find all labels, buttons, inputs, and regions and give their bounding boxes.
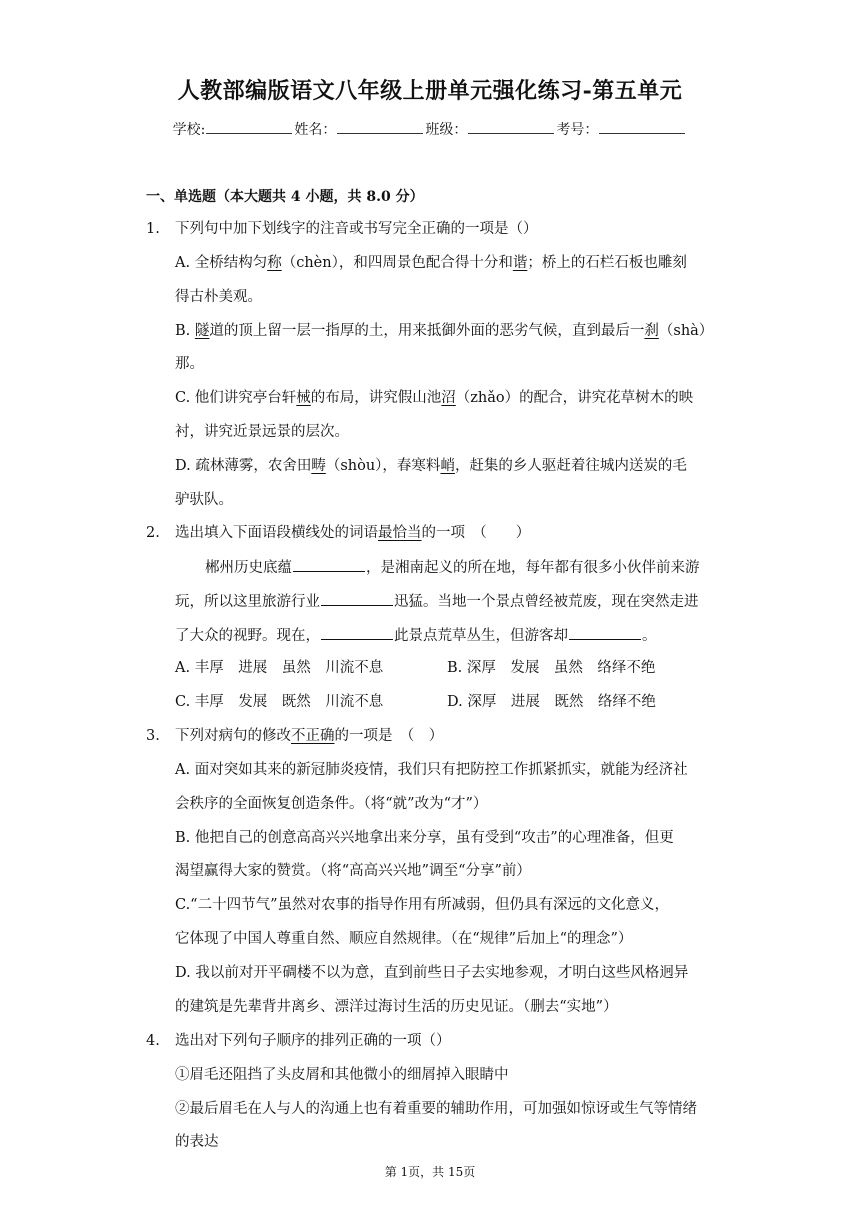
q1-option-c: C. 他们讲究亭台轩械的布局，讲究假山池沼（zhǎo）的配合，讲究花草树木的映 (175, 390, 694, 406)
q2-passage-line: 郴州历史底蕴 ，是湘南起义的所在地，每年都有很多小伙伴前来游 (205, 557, 700, 578)
q2-passage-line: 玩，所以这里旅游行业 迅猛。当地一个景点曾经被荒废，现在突然走进 (175, 591, 699, 612)
q1-option-c-cont: 衬，讲究近景远景的层次。 (175, 424, 349, 440)
class-blank (468, 121, 554, 134)
question-number: 1. (146, 221, 160, 237)
answer-blank (321, 591, 393, 606)
question-number: 4. (146, 1033, 160, 1049)
q3-option-d-cont: 的建筑是先辈背井离乡、漂洋过海讨生活的历史见证。（删去“实地”） (175, 999, 618, 1015)
question-stem: 下列对病句的修改不正确的一项是 （ ） (175, 728, 444, 744)
question-stem: 下列句中加下划线字的注音或书写完全正确的一项是（） (175, 221, 538, 237)
q3-option-b: B. 他把自己的创意高高兴兴地拿出来分享，虽有受到“攻击”的心理准备，但更 (175, 830, 674, 846)
question-number: 2. (146, 525, 160, 541)
answer-blank (569, 625, 641, 640)
q3-option-a: A. 面对突如其来的新冠肺炎疫情，我们只有把防控工作抓紧抓实，就能为经济社 (175, 762, 688, 778)
q2-passage-line: 了大众的视野。现在， 此景点荒草丛生，但游客却 。 (175, 625, 657, 646)
q3-option-c: C.“二十四节气”虽然对农事的指导作用有所减弱，但仍具有深远的文化意义， (175, 897, 670, 913)
q2-option-c: C. 丰厚 发展 既然 川流不息 (175, 694, 384, 710)
question-stem: 选出填入下面语段横线处的词语最恰当的一项 （ ） (175, 525, 531, 541)
q1-option-b: B. 隧道的顶上留一层一指厚的土，用来抵御外面的恶劣气候，直到最后一刹（shà） (175, 323, 714, 339)
q1-option-b-cont: 那。 (175, 356, 204, 372)
name-blank (337, 121, 423, 134)
school-blank (206, 121, 292, 134)
exam-no-label: 考号： (556, 122, 599, 138)
answer-blank (293, 557, 365, 572)
class-label: 班级： (425, 122, 468, 138)
q1-option-a: A. 全桥结构匀称（chèn），和四周景色配合得十分和谐；桥上的石栏石板也雕刻 (175, 255, 687, 271)
q3-option-b-cont: 渴望赢得大家的赞赏。（将“高高兴兴地”调至“分享”前） (175, 863, 531, 879)
q2-option-b: B. 深厚 发展 虽然 络绎不绝 (447, 660, 656, 676)
student-info-line (0, 119, 860, 139)
q3-option-c-cont: 它体现了中国人尊重自然、顺应自然规律。（在“规律”后加上“的理念”） (175, 931, 633, 947)
q2-option-d: D. 深厚 进展 既然 络绎不绝 (447, 694, 656, 710)
q1-option-d-cont: 驴驮队。 (175, 492, 233, 508)
q2-option-a: A. 丰厚 进展 虽然 川流不息 (175, 660, 384, 676)
q4-sentence-1: ①眉毛还阻挡了头皮屑和其他微小的细屑掉入眼睛中 (175, 1067, 509, 1083)
exam-no-blank (599, 121, 685, 134)
question-stem: 选出对下列句子顺序的排列正确的一项（） (175, 1033, 451, 1049)
q3-option-d: D. 我以前对开平碉楼不以为意，直到前些日子去实地参观，才明白这些风格迥异 (175, 965, 689, 981)
q1-option-a-cont: 得古朴美观。 (175, 289, 262, 305)
section-heading: 一、单选题（本大题共 4 小题，共 8.0 分） (146, 189, 424, 205)
q1-option-d: D. 疏林薄雾，农舍田畴（shòu），春寒料峭，赶集的乡人驱赶着往城内送炭的毛 (175, 458, 687, 474)
q3-option-a-cont: 会秩序的全面恢复创造条件。（将“就”改为“才”） (175, 796, 488, 812)
page-footer: 第 1页，共 15页 (384, 1165, 476, 1179)
name-label: 姓名： (294, 122, 337, 138)
answer-blank (321, 625, 393, 640)
question-number: 3. (146, 728, 160, 744)
school-label: 学校: (172, 122, 206, 138)
q4-sentence-2: ②最后眉毛在人与人的沟通上也有着重要的辅助作用，可加强如惊讶或生气等情绪 (175, 1101, 697, 1117)
page-title: 人教部编版语文八年级上册单元强化练习-第五单元 (177, 78, 683, 104)
q4-sentence-2-cont: 的表达 (175, 1134, 219, 1150)
